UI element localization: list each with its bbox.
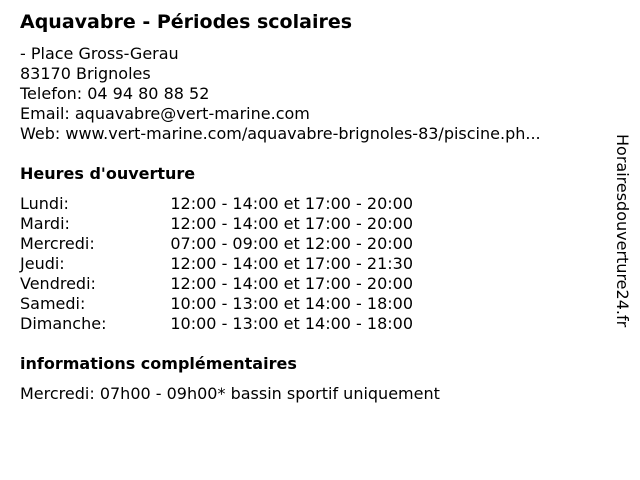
email-address: Email: aquavabre@vert-marine.com <box>20 104 310 123</box>
time-range: 12:00 - 14:00 et 17:00 - 20:00 <box>170 194 413 213</box>
watermark <box>610 134 634 370</box>
day-label: Mercredi: <box>20 234 95 253</box>
time-range: 12:00 - 14:00 et 17:00 - 20:00 <box>170 274 413 293</box>
time-range: 12:00 - 14:00 et 17:00 - 20:00 <box>170 214 413 233</box>
day-label: Vendredi: <box>20 274 96 293</box>
info-note: Mercredi: 07h00 - 09h00* bassin sportif uniquement <box>20 384 440 403</box>
city-address: 83170 Brignoles <box>20 64 151 83</box>
time-range: 10:00 - 13:00 et 14:00 - 18:00 <box>170 294 413 313</box>
day-label: Mardi: <box>20 214 70 233</box>
time-range: 12:00 - 14:00 et 17:00 - 21:30 <box>170 254 413 273</box>
street-address: - Place Gross-Gerau <box>20 44 179 63</box>
address-block <box>20 44 541 144</box>
watermark-text: Horairesdouverture24.fr <box>613 134 632 328</box>
time-range: 07:00 - 09:00 et 12:00 - 20:00 <box>170 234 413 253</box>
hours-heading: Heures d'ouverture <box>20 164 196 183</box>
day-label: Dimanche: <box>20 314 107 333</box>
phone-number: Telefon: 04 94 80 88 52 <box>20 84 210 103</box>
website-link: Web: www.vert-marine.com/aquavabre-brignoles-83/piscine.ph... <box>20 124 541 143</box>
day-label: Lundi: <box>20 194 69 213</box>
page-title: Aquavabre - Périodes scolaires <box>20 11 353 33</box>
day-label: Samedi: <box>20 294 86 313</box>
info-heading: informations complémentaires <box>20 354 297 373</box>
day-label: Jeudi: <box>20 254 65 273</box>
time-range: 10:00 - 13:00 et 14:00 - 18:00 <box>170 314 413 333</box>
